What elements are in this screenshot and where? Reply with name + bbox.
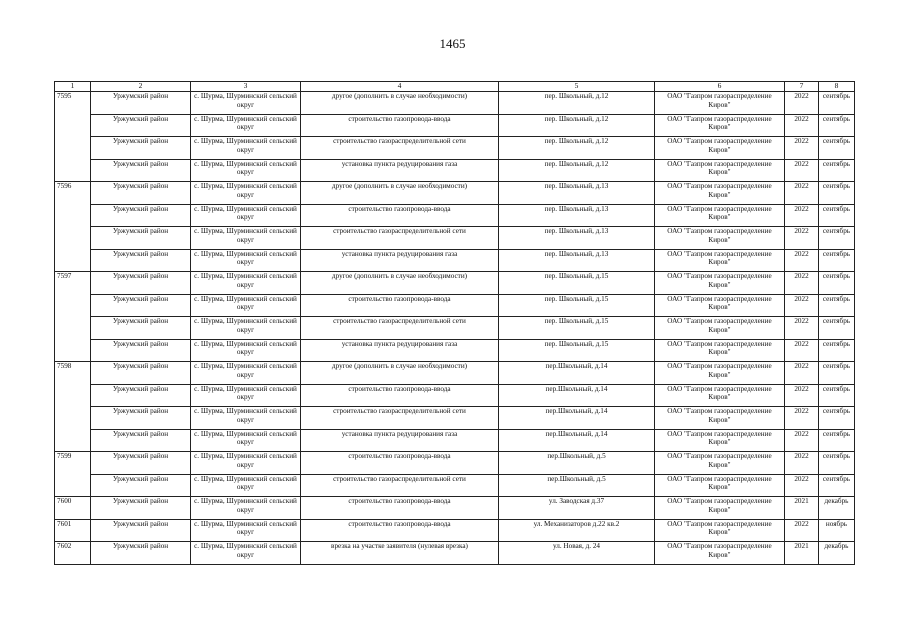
year-cell: 2022 — [785, 249, 819, 272]
locality-cell: с. Шурма, Шурминский сельский округ — [191, 227, 301, 250]
address-cell: пер. Школьный, д.12 — [499, 92, 655, 115]
table-row — [55, 182, 855, 205]
year-cell: 2022 — [785, 429, 819, 452]
work-type-cell: строительство газопровода-ввода — [301, 204, 499, 227]
address-cell: ул. Механизаторов д.22 кв.2 — [499, 519, 655, 542]
work-type-cell: другое (дополнить в случае необходимости) — [301, 92, 499, 115]
month-cell: декабрь — [819, 497, 855, 520]
table-row — [55, 272, 855, 295]
year-cell: 2021 — [785, 497, 819, 520]
address-cell: пер.Школьный, д.14 — [499, 362, 655, 385]
year-cell: 2022 — [785, 384, 819, 407]
table-row — [55, 429, 855, 452]
district-cell: Уржумский район — [91, 182, 191, 205]
locality-cell: с. Шурма, Шурминский сельский округ — [191, 182, 301, 205]
locality-cell: с. Шурма, Шурминский сельский округ — [191, 497, 301, 520]
month-cell: ноябрь — [819, 519, 855, 542]
organization-cell: ОАО "Газпром газораспределение Киров" — [655, 137, 785, 160]
district-cell: Уржумский район — [91, 92, 191, 115]
locality-cell: с. Шурма, Шурминский сельский округ — [191, 114, 301, 137]
row-number — [55, 204, 91, 227]
locality-cell: с. Шурма, Шурминский сельский округ — [191, 452, 301, 475]
table-row — [55, 407, 855, 430]
district-cell: Уржумский район — [91, 317, 191, 340]
address-cell: пер.Школьный, д.5 — [499, 474, 655, 497]
work-type-cell: строительство газопровода-ввода — [301, 452, 499, 475]
table-row — [55, 249, 855, 272]
locality-cell: с. Шурма, Шурминский сельский округ — [191, 339, 301, 362]
organization-cell: ОАО "Газпром газораспределение Киров" — [655, 452, 785, 475]
locality-cell: с. Шурма, Шурминский сельский округ — [191, 294, 301, 317]
organization-cell: ОАО "Газпром газораспределение Киров" — [655, 159, 785, 182]
year-cell: 2022 — [785, 272, 819, 295]
locality-cell: с. Шурма, Шурминский сельский округ — [191, 407, 301, 430]
organization-cell: ОАО "Газпром газораспределение Киров" — [655, 294, 785, 317]
address-cell: пер. Школьный, д.13 — [499, 227, 655, 250]
work-type-cell: строительство газопровода-ввода — [301, 294, 499, 317]
year-cell: 2022 — [785, 204, 819, 227]
year-cell: 2022 — [785, 474, 819, 497]
row-number: 7599 — [55, 452, 91, 475]
work-type-cell: установка пункта редуцирования газа — [301, 249, 499, 272]
year-cell: 2021 — [785, 542, 819, 565]
address-cell: пер. Школьный, д.12 — [499, 159, 655, 182]
row-number — [55, 407, 91, 430]
year-cell: 2022 — [785, 182, 819, 205]
month-cell: сентябрь — [819, 249, 855, 272]
locality-cell: с. Шурма, Шурминский сельский округ — [191, 249, 301, 272]
row-number — [55, 429, 91, 452]
table-row — [55, 497, 855, 520]
work-type-cell: другое (дополнить в случае необходимости) — [301, 362, 499, 385]
address-cell: ул. Новая, д. 24 — [499, 542, 655, 565]
locality-cell: с. Шурма, Шурминский сельский округ — [191, 384, 301, 407]
row-number — [55, 294, 91, 317]
row-number: 7600 — [55, 497, 91, 520]
work-type-cell: врезка на участке заявителя (нулевая врезка) — [301, 542, 499, 565]
organization-cell: ОАО "Газпром газораспределение Киров" — [655, 317, 785, 340]
work-type-cell: строительство газораспределительной сети — [301, 137, 499, 160]
table-row — [55, 137, 855, 160]
row-number: 7596 — [55, 182, 91, 205]
row-number: 7595 — [55, 92, 91, 115]
table-row — [55, 542, 855, 565]
organization-cell: ОАО "Газпром газораспределение Киров" — [655, 272, 785, 295]
month-cell: сентябрь — [819, 474, 855, 497]
column-header-3: 3 — [191, 82, 301, 92]
table-row — [55, 159, 855, 182]
row-number — [55, 474, 91, 497]
work-type-cell: строительство газораспределительной сети — [301, 227, 499, 250]
year-cell: 2022 — [785, 519, 819, 542]
year-cell: 2022 — [785, 137, 819, 160]
locality-cell: с. Шурма, Шурминский сельский округ — [191, 429, 301, 452]
work-type-cell: строительство газораспределительной сети — [301, 407, 499, 430]
page-number: 1465 — [439, 36, 466, 51]
work-type-cell: строительство газопровода-ввода — [301, 497, 499, 520]
month-cell: сентябрь — [819, 339, 855, 362]
district-cell: Уржумский район — [91, 384, 191, 407]
organization-cell: ОАО "Газпром газораспределение Киров" — [655, 384, 785, 407]
work-type-cell: установка пункта редуцирования газа — [301, 159, 499, 182]
work-type-cell: установка пункта редуцирования газа — [301, 339, 499, 362]
district-cell: Уржумский район — [91, 137, 191, 160]
address-cell: пер. Школьный, д.13 — [499, 182, 655, 205]
table-row — [55, 114, 855, 137]
district-cell: Уржумский район — [91, 519, 191, 542]
district-cell: Уржумский район — [91, 452, 191, 475]
work-type-cell: установка пункта редуцирования газа — [301, 429, 499, 452]
header-row — [55, 82, 855, 92]
district-cell: Уржумский район — [91, 114, 191, 137]
address-cell: пер.Школьный, д.14 — [499, 429, 655, 452]
address-cell: пер. Школьный, д.13 — [499, 249, 655, 272]
district-cell: Уржумский район — [91, 474, 191, 497]
address-cell: пер. Школьный, д.15 — [499, 294, 655, 317]
district-cell: Уржумский район — [91, 272, 191, 295]
organization-cell: ОАО "Газпром газораспределение Киров" — [655, 497, 785, 520]
district-cell: Уржумский район — [91, 542, 191, 565]
column-header-2: 2 — [91, 82, 191, 92]
year-cell: 2022 — [785, 452, 819, 475]
organization-cell: ОАО "Газпром газораспределение Киров" — [655, 182, 785, 205]
district-cell: Уржумский район — [91, 294, 191, 317]
address-cell: пер. Школьный, д.12 — [499, 137, 655, 160]
row-number — [55, 384, 91, 407]
locality-cell: с. Шурма, Шурминский сельский округ — [191, 362, 301, 385]
year-cell: 2022 — [785, 227, 819, 250]
address-cell: пер. Школьный, д.15 — [499, 272, 655, 295]
locality-cell: с. Шурма, Шурминский сельский округ — [191, 542, 301, 565]
month-cell: сентябрь — [819, 137, 855, 160]
row-number — [55, 249, 91, 272]
month-cell: сентябрь — [819, 452, 855, 475]
address-cell: пер. Школьный, д.15 — [499, 339, 655, 362]
month-cell: декабрь — [819, 542, 855, 565]
row-number: 7601 — [55, 519, 91, 542]
column-header-1: 1 — [55, 82, 91, 92]
year-cell: 2022 — [785, 407, 819, 430]
organization-cell: ОАО "Газпром газораспределение Киров" — [655, 249, 785, 272]
year-cell: 2022 — [785, 317, 819, 340]
locality-cell: с. Шурма, Шурминский сельский округ — [191, 92, 301, 115]
month-cell: сентябрь — [819, 204, 855, 227]
year-cell: 2022 — [785, 114, 819, 137]
register-table — [54, 81, 855, 565]
row-number: 7597 — [55, 272, 91, 295]
month-cell: сентябрь — [819, 114, 855, 137]
month-cell: сентябрь — [819, 429, 855, 452]
district-cell: Уржумский район — [91, 159, 191, 182]
table-row — [55, 474, 855, 497]
address-cell: пер.Школьный, д.14 — [499, 384, 655, 407]
work-type-cell: строительство газораспределительной сети — [301, 317, 499, 340]
row-number — [55, 317, 91, 340]
year-cell: 2022 — [785, 362, 819, 385]
table-body — [55, 92, 855, 565]
address-cell: пер.Школьный, д.5 — [499, 452, 655, 475]
row-number — [55, 339, 91, 362]
district-cell: Уржумский район — [91, 339, 191, 362]
table-row — [55, 519, 855, 542]
month-cell: сентябрь — [819, 384, 855, 407]
table-row — [55, 339, 855, 362]
locality-cell: с. Шурма, Шурминский сельский округ — [191, 272, 301, 295]
month-cell: сентябрь — [819, 294, 855, 317]
month-cell: сентябрь — [819, 362, 855, 385]
district-cell: Уржумский район — [91, 227, 191, 250]
district-cell: Уржумский район — [91, 497, 191, 520]
work-type-cell: другое (дополнить в случае необходимости) — [301, 272, 499, 295]
locality-cell: с. Шурма, Шурминский сельский округ — [191, 317, 301, 340]
district-cell: Уржумский район — [91, 204, 191, 227]
address-cell: пер. Школьный, д.12 — [499, 114, 655, 137]
organization-cell: ОАО "Газпром газораспределение Киров" — [655, 542, 785, 565]
year-cell: 2022 — [785, 294, 819, 317]
month-cell: сентябрь — [819, 317, 855, 340]
month-cell: сентябрь — [819, 159, 855, 182]
work-type-cell: строительство газораспределительной сети — [301, 474, 499, 497]
district-cell: Уржумский район — [91, 249, 191, 272]
organization-cell: ОАО "Газпром газораспределение Киров" — [655, 429, 785, 452]
row-number: 7602 — [55, 542, 91, 565]
work-type-cell: строительство газопровода-ввода — [301, 384, 499, 407]
column-header-7: 7 — [785, 82, 819, 92]
row-number — [55, 137, 91, 160]
district-cell: Уржумский район — [91, 362, 191, 385]
organization-cell: ОАО "Газпром газораспределение Киров" — [655, 362, 785, 385]
row-number — [55, 114, 91, 137]
table-row — [55, 204, 855, 227]
month-cell: сентябрь — [819, 92, 855, 115]
address-cell: пер. Школьный, д.15 — [499, 317, 655, 340]
organization-cell: ОАО "Газпром газораспределение Киров" — [655, 227, 785, 250]
table-row — [55, 317, 855, 340]
work-type-cell: строительство газопровода-ввода — [301, 519, 499, 542]
year-cell: 2022 — [785, 339, 819, 362]
row-number — [55, 227, 91, 250]
row-number: 7598 — [55, 362, 91, 385]
district-cell: Уржумский район — [91, 429, 191, 452]
organization-cell: ОАО "Газпром газораспределение Киров" — [655, 92, 785, 115]
locality-cell: с. Шурма, Шурминский сельский округ — [191, 204, 301, 227]
column-header-5: 5 — [499, 82, 655, 92]
work-type-cell: другое (дополнить в случае необходимости) — [301, 182, 499, 205]
year-cell: 2022 — [785, 92, 819, 115]
table-row — [55, 362, 855, 385]
locality-cell: с. Шурма, Шурминский сельский округ — [191, 137, 301, 160]
table-row — [55, 294, 855, 317]
month-cell: сентябрь — [819, 407, 855, 430]
month-cell: сентябрь — [819, 182, 855, 205]
month-cell: сентябрь — [819, 227, 855, 250]
address-cell: пер. Школьный, д.13 — [499, 204, 655, 227]
table-row — [55, 227, 855, 250]
table-row — [55, 92, 855, 115]
address-cell: ул. Заводская д.37 — [499, 497, 655, 520]
organization-cell: ОАО "Газпром газораспределение Киров" — [655, 339, 785, 362]
organization-cell: ОАО "Газпром газораспределение Киров" — [655, 519, 785, 542]
year-cell: 2022 — [785, 159, 819, 182]
organization-cell: ОАО "Газпром газораспределение Киров" — [655, 204, 785, 227]
column-header-6: 6 — [655, 82, 785, 92]
locality-cell: с. Шурма, Шурминский сельский округ — [191, 474, 301, 497]
table-row — [55, 452, 855, 475]
row-number — [55, 159, 91, 182]
organization-cell: ОАО "Газпром газораспределение Киров" — [655, 474, 785, 497]
column-header-4: 4 — [301, 82, 499, 92]
locality-cell: с. Шурма, Шурминский сельский округ — [191, 159, 301, 182]
month-cell: сентябрь — [819, 272, 855, 295]
address-cell: пер.Школьный, д.14 — [499, 407, 655, 430]
work-type-cell: строительство газопровода-ввода — [301, 114, 499, 137]
organization-cell: ОАО "Газпром газораспределение Киров" — [655, 114, 785, 137]
organization-cell: ОАО "Газпром газораспределение Киров" — [655, 407, 785, 430]
table-row — [55, 384, 855, 407]
locality-cell: с. Шурма, Шурминский сельский округ — [191, 519, 301, 542]
column-header-8: 8 — [819, 82, 855, 92]
district-cell: Уржумский район — [91, 407, 191, 430]
